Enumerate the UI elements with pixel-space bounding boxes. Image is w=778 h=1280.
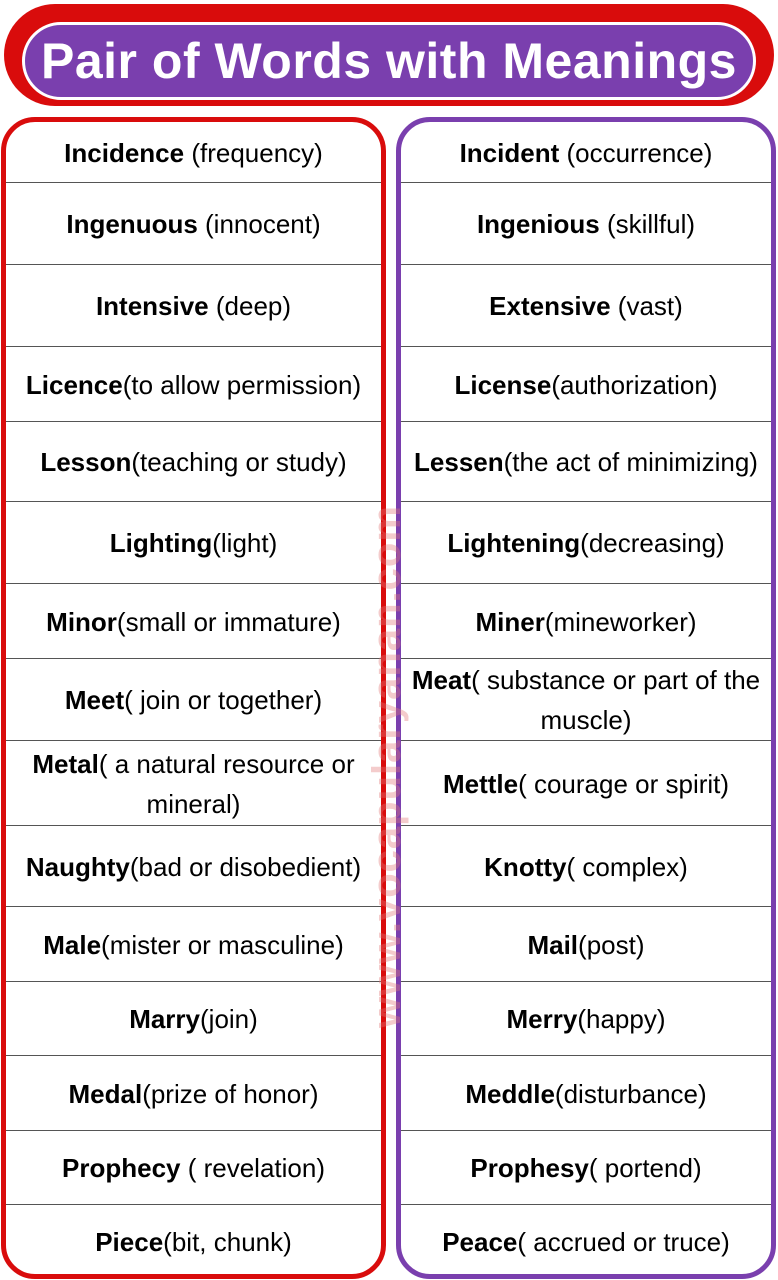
left-pair-cell	[6, 502, 381, 584]
right-pair-cell	[401, 347, 771, 422]
pair-text	[43, 925, 344, 965]
page-title: Pair of Words with Meanings	[41, 33, 737, 89]
pair-word: Miner	[475, 606, 545, 637]
pair-text	[475, 602, 696, 642]
pair-meaning: ( accrued or truce)	[517, 1227, 730, 1257]
pair-text	[454, 365, 717, 405]
pair-text	[129, 999, 258, 1039]
pair-word: Mail	[527, 929, 579, 960]
pair-word: Metal	[32, 748, 99, 779]
right-pair-cell	[401, 659, 771, 741]
left-pair-cell	[6, 907, 381, 982]
pair-meaning: (disturbance)	[554, 1078, 707, 1109]
pair-meaning: (occurrence)	[559, 137, 713, 168]
pair-text	[110, 523, 278, 563]
pair-word: Piece	[95, 1227, 164, 1257]
pair-word: Lightening	[447, 528, 581, 558]
left-pair-cell	[6, 982, 381, 1056]
pair-meaning: (bit, chunk)	[163, 1227, 292, 1257]
pair-text	[507, 999, 666, 1039]
title-pill	[22, 22, 756, 100]
pair-text	[96, 286, 291, 326]
pair-meaning: ( join or together)	[124, 685, 323, 715]
pair-meaning: (authorization)	[551, 369, 718, 400]
pair-meaning: (post)	[578, 929, 645, 960]
right-pair-cell	[401, 907, 771, 982]
pair-text	[470, 1148, 701, 1188]
left-pair-cell	[6, 584, 381, 659]
right-pair-cell	[401, 1056, 771, 1131]
pair-meaning: ( complex)	[566, 851, 688, 882]
right-pair-cell	[401, 826, 771, 907]
right-pair-cell	[401, 183, 771, 265]
right-pair-cell	[401, 265, 771, 347]
pair-text	[527, 925, 644, 965]
pair-meaning: (happy)	[577, 1004, 666, 1034]
pair-text	[414, 442, 758, 482]
pair-meaning: (join)	[200, 1004, 258, 1034]
pair-word: License	[454, 369, 552, 400]
pair-meaning: (to allow permission)	[122, 369, 362, 400]
pair-text	[26, 365, 361, 405]
pair-word: Male	[43, 929, 102, 960]
pair-text	[95, 1222, 292, 1262]
pair-text	[405, 660, 767, 740]
right-pair-cell	[401, 741, 771, 826]
pair-text	[489, 286, 683, 326]
pair-word: Ingenuous	[66, 209, 198, 239]
pair-word: Incident	[459, 137, 560, 168]
pair-meaning: ( portend)	[588, 1153, 702, 1183]
pair-text	[10, 744, 377, 824]
pair-meaning: (prize of honor)	[142, 1078, 319, 1109]
pair-word: Naughty	[25, 851, 130, 882]
pair-meaning: (light)	[212, 528, 278, 558]
pair-word: Peace	[442, 1227, 518, 1257]
pair-text	[65, 680, 322, 720]
pair-meaning: (innocent)	[197, 209, 321, 239]
pair-text	[64, 133, 323, 173]
pair-meaning: (small or immature)	[116, 606, 341, 637]
left-pair-cell	[6, 122, 381, 183]
pair-text	[442, 1222, 730, 1262]
pair-word: Prophesy	[470, 1153, 589, 1183]
left-word-column	[1, 117, 386, 1279]
pair-text	[66, 204, 320, 244]
watermark: www.vocapularyanan.com	[365, 505, 409, 1028]
pair-meaning: (teaching or study)	[131, 447, 347, 477]
pair-meaning: (skillful)	[599, 209, 696, 239]
right-pair-cell	[401, 122, 771, 183]
title-banner	[4, 4, 774, 106]
pair-word: Incidence	[64, 137, 185, 168]
pair-meaning: ( revelation)	[180, 1153, 325, 1183]
pair-word: Lessen	[414, 447, 504, 477]
pair-text	[465, 1074, 706, 1114]
pair-meaning: (frequency)	[184, 137, 323, 168]
pair-word: Prophecy	[62, 1153, 181, 1183]
left-pair-cell	[6, 1205, 381, 1279]
pair-word: Meat	[411, 665, 472, 695]
pair-word: Marry	[129, 1004, 201, 1034]
pair-text	[46, 602, 341, 642]
pair-meaning: (mineworker)	[544, 606, 697, 637]
left-pair-cell	[6, 1131, 381, 1205]
pair-meaning: ( substance or part of the muscle)	[471, 665, 761, 735]
left-pair-cell	[6, 659, 381, 741]
pair-text	[40, 442, 346, 482]
pair-word: Meddle	[465, 1078, 555, 1109]
pair-text	[460, 133, 713, 173]
right-pair-cell	[401, 982, 771, 1056]
pair-meaning: (deep)	[208, 291, 292, 321]
pair-meaning: ( a natural resource or mineral)	[98, 748, 355, 819]
right-pair-cell	[401, 502, 771, 584]
left-pair-cell	[6, 347, 381, 422]
pair-text	[484, 847, 688, 887]
pair-word: Meet	[64, 685, 125, 715]
pair-word: Intensive	[95, 291, 209, 321]
pair-meaning: ( courage or spirit)	[518, 768, 730, 799]
pair-meaning: (bad or disobedient)	[129, 851, 362, 882]
right-pair-cell	[401, 422, 771, 502]
left-pair-cell	[6, 183, 381, 265]
left-pair-cell	[6, 1056, 381, 1131]
pair-word: Merry	[506, 1004, 578, 1034]
pair-word: Ingenious	[476, 209, 600, 239]
pair-word: Mettle	[442, 768, 519, 799]
left-pair-cell	[6, 741, 381, 826]
left-pair-cell	[6, 422, 381, 502]
right-pair-cell	[401, 584, 771, 659]
pair-meaning: (vast)	[610, 291, 683, 321]
pair-word: Lighting	[109, 528, 213, 558]
right-word-column	[396, 117, 776, 1279]
left-pair-cell	[6, 826, 381, 907]
pair-text	[443, 764, 729, 804]
pair-text	[26, 847, 361, 887]
left-pair-cell	[6, 265, 381, 347]
pair-word: Extensive	[489, 291, 611, 321]
pair-meaning: (decreasing)	[580, 528, 725, 558]
right-pair-cell	[401, 1131, 771, 1205]
pair-word: Knotty	[484, 851, 567, 882]
pair-meaning: (the act of minimizing)	[503, 447, 758, 477]
pair-text	[69, 1074, 319, 1114]
pair-text	[447, 523, 724, 563]
pair-word: Licence	[25, 369, 123, 400]
pair-meaning: (mister or masculine)	[101, 929, 344, 960]
pair-word: Lesson	[40, 447, 132, 477]
right-pair-cell	[401, 1205, 771, 1279]
pair-text	[477, 204, 695, 244]
pair-word: Medal	[68, 1078, 143, 1109]
pair-text	[62, 1148, 325, 1188]
pair-word: Minor	[46, 606, 117, 637]
